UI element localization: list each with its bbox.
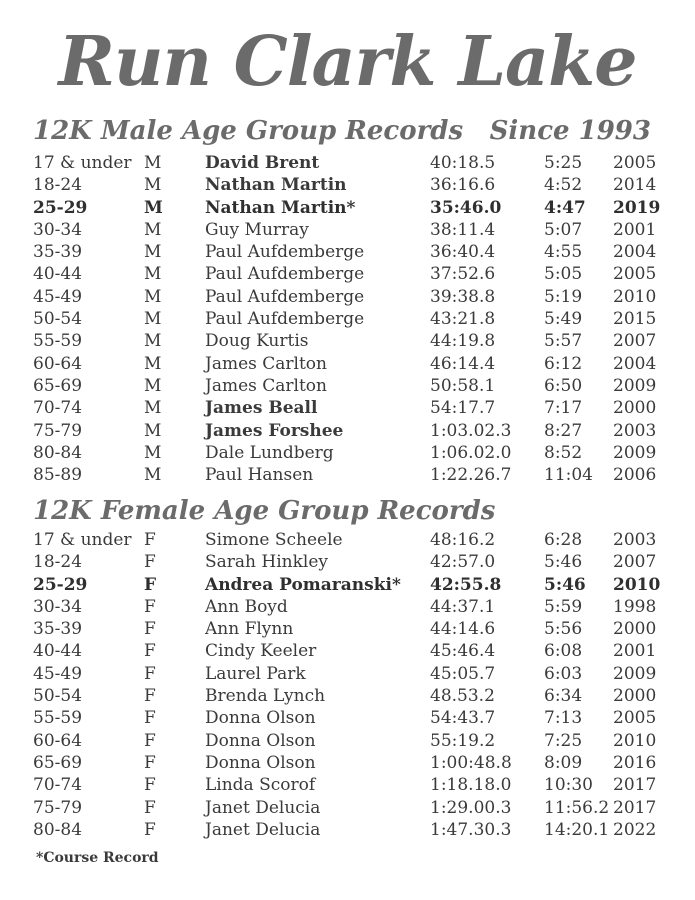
runner-name: James Carlton (205, 353, 327, 374)
sex: M (144, 420, 162, 441)
sex: M (144, 153, 162, 173)
finish-time: 48:16.2 (430, 530, 496, 550)
finish-time: 45:46.4 (430, 641, 496, 662)
finish-time: 37:52.6 (430, 264, 496, 285)
pace: 7:25 (544, 730, 583, 751)
age-group: 65-69 (33, 375, 83, 396)
finish-time: 36:40.4 (430, 242, 496, 263)
runner-name: Paul Aufdemberge (205, 309, 365, 330)
pace: 11:04 (544, 465, 593, 486)
pace: 5:46 (544, 552, 583, 573)
record-year: 2009 (613, 375, 657, 396)
record-year: 2004 (613, 242, 657, 263)
record-row (33, 397, 663, 419)
pace: 4:52 (544, 175, 583, 196)
record-row (33, 353, 663, 375)
record-year: 2005 (613, 708, 657, 729)
course-record-footnote: *Course Record (36, 850, 159, 866)
runner-name: Janet Delucia (205, 819, 321, 840)
runner-name: Andrea Pomaranski* (205, 574, 401, 595)
record-year: 2004 (613, 353, 657, 374)
finish-time: 42:55.8 (430, 574, 502, 595)
finish-time: 42:57.0 (430, 552, 496, 573)
record-year: 2001 (613, 219, 657, 240)
record-row (33, 241, 663, 263)
finish-time: 39:38.8 (430, 286, 496, 307)
age-group: 25-29 (33, 574, 88, 595)
record-row (33, 730, 663, 752)
age-group: 30-34 (33, 219, 83, 240)
runner-name: James Carlton (205, 375, 327, 396)
finish-time: 1:18.18.0 (430, 775, 512, 796)
sex: F (144, 708, 156, 729)
age-group: 70-74 (33, 775, 83, 796)
record-row (33, 152, 663, 174)
age-group: 80-84 (33, 819, 83, 840)
record-row (33, 707, 663, 729)
pace: 14:20.1 (544, 819, 610, 840)
runner-name: Janet Delucia (205, 797, 321, 818)
age-group: 40-44 (33, 264, 83, 285)
record-year: 2014 (613, 175, 657, 196)
sex: F (144, 797, 156, 818)
record-year: 2006 (613, 465, 657, 486)
male-section-heading (33, 115, 663, 147)
age-group: 60-64 (33, 730, 83, 751)
age-group: 55-59 (33, 331, 83, 352)
sex: F (144, 619, 156, 640)
record-year: 2016 (613, 752, 657, 773)
sex: F (144, 775, 156, 796)
runner-name: Cindy Keeler (205, 641, 317, 662)
pace: 7:17 (544, 398, 583, 419)
runner-name: Nathan Martin (205, 175, 347, 196)
runner-name: Sarah Hinkley (205, 552, 329, 573)
record-row (33, 529, 663, 551)
female-heading-text: 12K Female Age Group Records (33, 496, 496, 526)
age-group: 17 & under (33, 153, 132, 173)
finish-time: 44:19.8 (430, 331, 496, 352)
pace: 5:56 (544, 619, 583, 640)
finish-time: 40:18.5 (430, 153, 496, 173)
pace: 10:30 (544, 775, 593, 796)
pace: 5:57 (544, 331, 583, 352)
finish-time: 54:43.7 (430, 708, 496, 729)
pace: 6:12 (544, 353, 583, 374)
record-year: 2003 (613, 420, 657, 441)
record-year: 2017 (613, 797, 657, 818)
age-group: 18-24 (33, 552, 83, 573)
sex: M (144, 353, 162, 374)
record-row (33, 663, 663, 685)
runner-name: Linda Scorof (205, 775, 316, 796)
finish-time: 1:03.02.3 (430, 420, 512, 441)
page-title: Run Clark Lake (58, 22, 637, 102)
age-group: 55-59 (33, 708, 83, 729)
record-row (33, 263, 663, 285)
record-row (33, 219, 663, 241)
runner-name: Nathan Martin* (205, 197, 356, 218)
sex: M (144, 375, 162, 396)
runner-name: Donna Olson (205, 752, 316, 773)
male-heading-text: 12K Male Age Group Records (33, 116, 464, 146)
age-group: 35-39 (33, 242, 83, 263)
sex: M (144, 286, 162, 307)
age-group: 65-69 (33, 752, 83, 773)
sex: M (144, 465, 162, 486)
record-year: 2022 (613, 819, 657, 840)
record-row (33, 618, 663, 640)
record-year: 2010 (613, 574, 661, 595)
finish-time: 1:47.30.3 (430, 819, 512, 840)
runner-name: Donna Olson (205, 708, 316, 729)
pace: 6:08 (544, 641, 583, 662)
age-group: 35-39 (33, 619, 83, 640)
record-row (33, 375, 663, 397)
runner-name: Dale Lundberg (205, 442, 334, 463)
runner-name: Simone Scheele (205, 530, 343, 550)
sex: M (144, 442, 162, 463)
runner-name: James Forshee (205, 420, 344, 441)
record-year: 2007 (613, 552, 657, 573)
pace: 6:28 (544, 530, 583, 550)
record-year: 2009 (613, 663, 657, 684)
sex: M (144, 264, 162, 285)
pace: 5:46 (544, 574, 586, 595)
record-year: 2010 (613, 286, 657, 307)
pace: 5:19 (544, 286, 583, 307)
pace: 5:05 (544, 264, 583, 285)
finish-time: 36:16.6 (430, 175, 496, 196)
runner-name: Paul Aufdemberge (205, 242, 365, 263)
age-group: 45-49 (33, 286, 83, 307)
runner-name: James Beall (205, 398, 318, 419)
runner-name: Paul Aufdemberge (205, 286, 365, 307)
runner-name: Ann Flynn (205, 619, 294, 640)
finish-time: 45:05.7 (430, 663, 496, 684)
pace: 5:59 (544, 596, 583, 617)
record-row (33, 330, 663, 352)
pace: 11:56.2 (544, 797, 610, 818)
record-year: 2005 (613, 153, 657, 173)
age-group: 85-89 (33, 465, 83, 486)
sex: F (144, 752, 156, 773)
age-group: 75-79 (33, 420, 83, 441)
record-year: 2017 (613, 775, 657, 796)
sex: F (144, 574, 157, 595)
record-year: 2007 (613, 331, 657, 352)
record-row (33, 197, 663, 219)
finish-time: 43:21.8 (430, 309, 496, 330)
record-row (33, 574, 663, 596)
runner-name: Doug Kurtis (205, 331, 309, 352)
sex: M (144, 331, 162, 352)
runner-name: Paul Hansen (205, 465, 314, 486)
sex: M (144, 242, 162, 263)
pace: 5:49 (544, 309, 583, 330)
runner-name: Brenda Lynch (205, 686, 326, 707)
finish-time: 44:14.6 (430, 619, 496, 640)
pace: 6:50 (544, 375, 583, 396)
finish-time: 50:58.1 (430, 375, 496, 396)
runner-name: David Brent (205, 153, 320, 173)
record-row (33, 752, 663, 774)
record-year: 2003 (613, 530, 657, 550)
pace: 7:13 (544, 708, 583, 729)
pace: 4:55 (544, 242, 583, 263)
age-group: 70-74 (33, 398, 83, 419)
record-row (33, 640, 663, 662)
runner-name: Laurel Park (205, 663, 306, 684)
age-group: 40-44 (33, 641, 83, 662)
sex: F (144, 641, 156, 662)
record-year: 2000 (613, 398, 657, 419)
runner-name: Guy Murray (205, 219, 309, 240)
record-year: 1998 (613, 596, 657, 617)
sex: F (144, 596, 156, 617)
age-group: 80-84 (33, 442, 83, 463)
finish-time: 1:29.00.3 (430, 797, 512, 818)
pace: 8:09 (544, 752, 583, 773)
age-group: 25-29 (33, 197, 88, 218)
finish-time: 1:22.26.7 (430, 465, 512, 486)
pace: 5:25 (544, 153, 583, 173)
since-year-label: Since 1993 (489, 116, 651, 146)
sex: M (144, 197, 163, 218)
female-section-heading (33, 495, 663, 527)
age-group: 75-79 (33, 797, 83, 818)
female-records-table (33, 529, 663, 841)
pace: 6:03 (544, 663, 583, 684)
finish-time: 54:17.7 (430, 398, 496, 419)
record-year: 2001 (613, 641, 657, 662)
age-group: 17 & under (33, 530, 132, 550)
age-group: 30-34 (33, 596, 83, 617)
record-row (33, 774, 663, 796)
pace: 8:52 (544, 442, 583, 463)
pace: 5:07 (544, 219, 583, 240)
record-row (33, 551, 663, 573)
finish-time: 35:46.0 (430, 197, 502, 218)
sex: F (144, 819, 156, 840)
record-row (33, 819, 663, 841)
age-group: 50-54 (33, 686, 83, 707)
record-year: 2000 (613, 686, 657, 707)
record-year: 2000 (613, 619, 657, 640)
record-year: 2019 (613, 197, 661, 218)
record-year: 2015 (613, 309, 657, 330)
finish-time: 1:06.02.0 (430, 442, 512, 463)
record-year: 2005 (613, 264, 657, 285)
record-row (33, 174, 663, 196)
runner-name: Donna Olson (205, 730, 316, 751)
finish-time: 44:37.1 (430, 596, 496, 617)
record-row (33, 797, 663, 819)
age-group: 50-54 (33, 309, 83, 330)
finish-time: 38:11.4 (430, 219, 496, 240)
finish-time: 1:00:48.8 (430, 752, 512, 773)
sex: M (144, 219, 162, 240)
finish-time: 55:19.2 (430, 730, 496, 751)
runner-name: Paul Aufdemberge (205, 264, 365, 285)
sex: F (144, 663, 156, 684)
record-row (33, 685, 663, 707)
record-row (33, 596, 663, 618)
sex: F (144, 730, 156, 751)
age-group: 60-64 (33, 353, 83, 374)
sex: M (144, 309, 162, 330)
pace: 6:34 (544, 686, 583, 707)
sex: F (144, 552, 156, 573)
sex: M (144, 175, 162, 196)
record-year: 2010 (613, 730, 657, 751)
sex: M (144, 398, 162, 419)
record-row (33, 420, 663, 442)
runner-name: Ann Boyd (205, 596, 288, 617)
record-row (33, 464, 663, 486)
finish-time: 46:14.4 (430, 353, 496, 374)
record-year: 2009 (613, 442, 657, 463)
age-group: 18-24 (33, 175, 83, 196)
finish-time: 48.53.2 (430, 686, 495, 707)
sex: F (144, 530, 156, 550)
sex: F (144, 686, 156, 707)
pace: 4:47 (544, 197, 586, 218)
record-row (33, 308, 663, 330)
male-records-table (33, 152, 663, 486)
record-row (33, 286, 663, 308)
record-row (33, 442, 663, 464)
pace: 8:27 (544, 420, 583, 441)
age-group: 45-49 (33, 663, 83, 684)
